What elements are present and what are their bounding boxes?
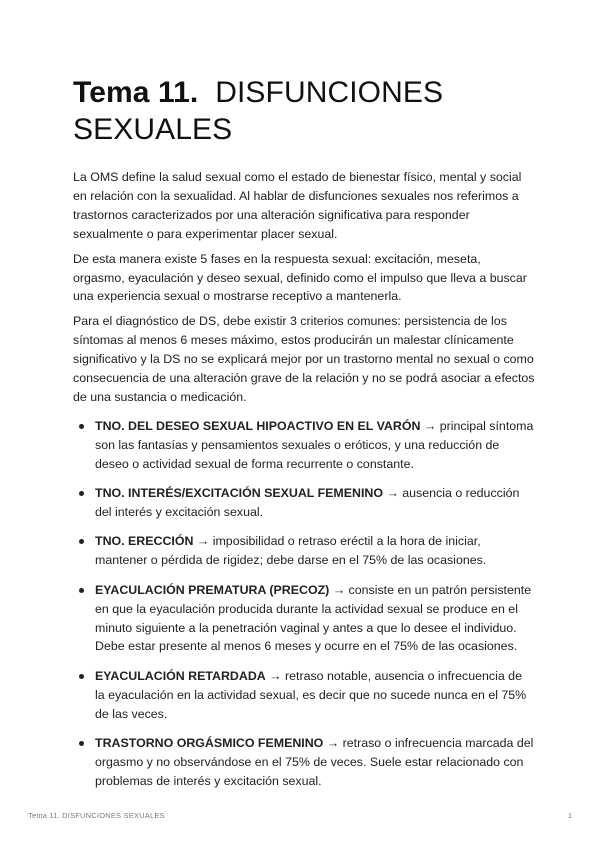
list-item — [73, 734, 535, 791]
list-item — [73, 667, 535, 724]
list-item — [73, 532, 535, 570]
list-item — [73, 484, 535, 522]
list-item-text: → principal síntoma son las fantasías y pensamientos sexuales o eróticos, y una reducción de deseo o actividad sexual de forma recurrente o constante. — [95, 418, 534, 471]
list-item-text: → imposibilidad o retraso eréctil a la hora de iniciar, mantener o pérdida de rigidez; debe darse en el 75% de las ocasiones. — [95, 534, 487, 568]
paragraph: La OMS define la salud sexual como el estado de bienestar físico, mental y social en relación con la sexualidad. Al hablar de disfunciones sexuales nos referimos a trastornos caracterizados por una alteración significativa para responder sexualmente o para experimentar placer sexual. — [73, 170, 522, 241]
bullet-icon — [79, 674, 84, 679]
list-item-term: TNO. DEL DESEO SEXUAL HIPOACTIVO EN EL VARÓN — [95, 418, 421, 433]
list-item-text: → retraso o infrecuencia marcada del orgasmo y no observándose en el 75% de veces. Suele estar relacionado con problemas de interés y excitación sexual. — [95, 736, 534, 788]
bullet-icon — [79, 588, 84, 593]
list-item-text: → retraso notable, ausencia o infrecuencia de la eyaculación en la actividad sexual, es decir que no sucede nunca en el 75% de las veces. — [95, 668, 527, 721]
list-item-term: TNO. ERECCIÓN — [95, 534, 194, 549]
disorder-list — [73, 417, 535, 791]
list-item-text: → ausencia o reducción del interés y excitación sexual. — [95, 486, 520, 519]
paragraph: De esta manera existe 5 fases en la respuesta sexual: excitación, meseta, orgasmo, eyaculación y deseo sexual, definido como el impulso que lleva a buscar una experiencia sexual o mostrarse receptivo a mantenerla. — [73, 251, 527, 304]
bullet-icon — [79, 491, 84, 496]
list-item-term: EYACULACIÓN RETARDADA — [95, 668, 266, 683]
list-item-term: TRASTORNO ORGÁSMICO FEMENINO — [95, 736, 324, 751]
list-item-term: EYACULACIÓN PREMATURA (PRECOZ) — [95, 582, 330, 597]
body-content — [73, 168, 535, 801]
bullet-icon — [79, 539, 84, 544]
paragraph: Para el diagnóstico de DS, debe existir 3 criterios comunes: persistencia de los síntomas al menos 6 meses máximo, estos producirán un malestar clínicamente significativo y la DS no se explicará mejor por un trastorno mental no sexual o como consecuencia de una alteración grave de la relación y no se podrá asociar a efectos de una sustancia o medicación. — [73, 314, 535, 404]
footer-title: Tema 11. DISFUNCIONES SEXUALES — [28, 811, 165, 820]
list-item — [73, 581, 535, 657]
bullet-icon — [79, 741, 84, 746]
page-number: 1 — [567, 811, 572, 820]
list-item — [73, 417, 535, 474]
title-prefix: Tema 11. — [73, 76, 199, 109]
bullet-icon — [79, 424, 84, 429]
page-title — [73, 74, 533, 148]
title-rest: DISFUNCIONES SEXUALES — [73, 76, 444, 146]
list-item-term: TNO. INTERÉS/EXCITACIÓN SEXUAL FEMENINO — [95, 486, 383, 501]
list-item-text: → consiste en un patrón persistente en que la eyaculación producida durante la actividad sexual se produce en el minuto siguiente a la penetración vaginal y antes a que lo desee el individuo. Debe estar presente al menos 6 meses y ocurre en el 75% de las ocasiones. — [95, 582, 532, 654]
